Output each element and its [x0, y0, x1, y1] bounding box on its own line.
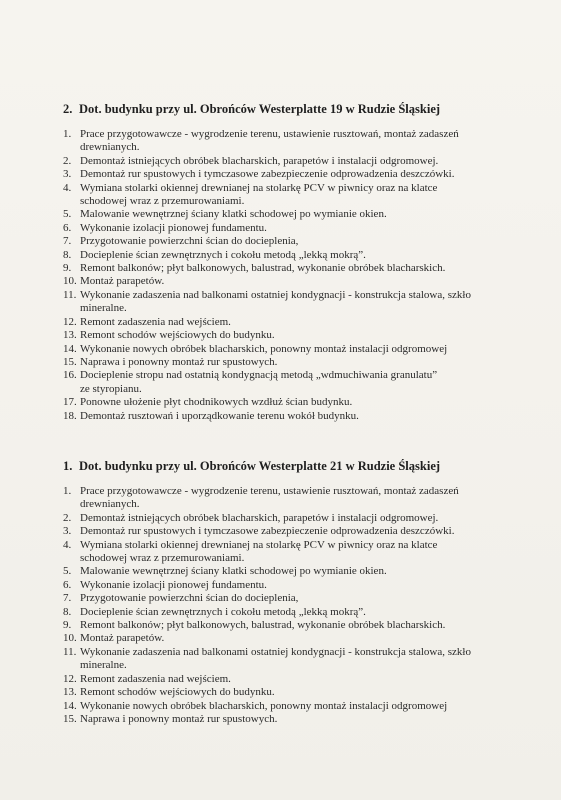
list-item-text: Remont schodów wejściowych do budynku. — [80, 329, 275, 342]
list-item-number: 1. — [63, 485, 72, 497]
list-item-number: 11. — [63, 288, 77, 301]
list-item — [63, 646, 533, 673]
list-item-number: 6. — [63, 578, 72, 591]
list-item-number: 2. — [63, 511, 72, 524]
list-item-text: Wykonanie izolacji pionowej fundamentu. — [80, 221, 267, 234]
list-item — [63, 329, 533, 342]
list-item — [63, 619, 533, 632]
list-item-number: 4. — [63, 181, 72, 194]
list-item-number: 17. — [63, 396, 77, 409]
list-item-number: 14. — [63, 699, 77, 712]
list-item-text: Montaż parapetów. — [80, 275, 165, 288]
list-item — [63, 673, 533, 686]
list-item-text: Malowanie wewnętrznej ściany klatki schodowej po wymianie okien. — [80, 208, 387, 221]
work-items-list — [63, 485, 533, 726]
list-item — [63, 700, 533, 713]
list-item — [63, 208, 533, 221]
list-item-number: 7. — [63, 592, 72, 605]
list-item-number: 10. — [63, 632, 77, 645]
list-item-text: Montaż parapetów. — [80, 632, 165, 645]
list-item-text: Remont balkonów; płyt balkonowych, balustrad, wykonanie obróbek blacharskich. — [80, 262, 446, 275]
section-heading — [63, 100, 440, 118]
list-item — [63, 356, 533, 369]
list-item — [63, 316, 533, 329]
list-item-number: 8. — [63, 605, 72, 618]
list-item-continuation: schodowej wraz z przemurowaniami. — [80, 195, 245, 208]
list-item — [63, 182, 533, 209]
list-item-text: Wymiana stolarki okiennej drewnianej na stolarkę PCV w piwnicy oraz na klatce — [80, 181, 438, 194]
list-item-text: Demontaż rur spustowych i tymczasowe zabezpieczenie odprowadzenia deszczówki. — [80, 168, 455, 181]
list-item-number: 7. — [63, 235, 72, 248]
list-item-continuation: mineralne. — [80, 659, 127, 672]
list-item-text: Docieplenie stropu nad ostatnią kondygnacją metodą „wdmuchiwania granulatu” — [80, 369, 438, 382]
section-heading-text: Dot. budynku przy ul. Obrońców Westerplatte 21 w Rudzie Śląskiej — [79, 459, 441, 473]
list-item-number: 1. — [63, 128, 72, 140]
section-heading-number: 2. — [63, 102, 73, 116]
list-item-text: Prace przygotowawcze - wygrodzenie terenu, ustawienie rusztowań, montaż zadaszeń — [80, 128, 459, 140]
list-item-number: 3. — [63, 168, 72, 181]
list-item-text: Demontaż istniejących obróbek blacharskich, parapetów i instalacji odgromowej. — [80, 511, 439, 524]
list-item — [63, 235, 533, 248]
list-item — [63, 343, 533, 356]
list-item-number: 3. — [63, 525, 72, 538]
list-item — [63, 289, 533, 316]
list-item — [63, 168, 533, 181]
list-item-number: 4. — [63, 538, 72, 551]
list-item — [63, 512, 533, 525]
list-item — [63, 262, 533, 275]
list-item-number: 9. — [63, 262, 72, 275]
list-item-text: Remont balkonów; płyt balkonowych, balustrad, wykonanie obróbek blacharskich. — [80, 619, 446, 632]
list-item-continuation: mineralne. — [80, 302, 127, 315]
list-item-number: 12. — [63, 315, 77, 328]
list-item — [63, 579, 533, 592]
list-item — [63, 410, 533, 423]
list-item — [63, 539, 533, 566]
list-item-text: Ponowne ułożenie płyt chodnikowych wzdłuż ścian budynku. — [80, 396, 353, 409]
list-item-number: 15. — [63, 712, 77, 725]
section-heading-number: 1. — [63, 459, 73, 473]
section-heading — [63, 457, 440, 475]
list-item — [63, 606, 533, 619]
list-item-text: Wykonanie izolacji pionowej fundamentu. — [80, 578, 267, 591]
work-items-list — [63, 128, 533, 423]
list-item — [63, 396, 533, 409]
list-item — [63, 222, 533, 235]
list-item — [63, 155, 533, 168]
list-item-continuation: schodowej wraz z przemurowaniami. — [80, 552, 245, 565]
list-item-number: 9. — [63, 619, 72, 632]
section-heading-text: Dot. budynku przy ul. Obrońców Westerplatte 19 w Rudzie Śląskiej — [79, 102, 441, 116]
list-item-continuation: drewnianych. — [80, 498, 140, 511]
list-item-text: Przygotowanie powierzchni ścian do docieplenia, — [80, 592, 299, 605]
list-item — [63, 713, 533, 726]
list-item — [63, 369, 533, 396]
list-item-text: Remont zadaszenia nad wejściem. — [80, 672, 231, 685]
list-item-number: 13. — [63, 686, 77, 699]
list-item-text: Wykonanie nowych obróbek blacharskich, ponowny montaż instalacji odgromowej — [80, 699, 448, 712]
list-item-number: 5. — [63, 208, 72, 221]
list-item-text: Remont zadaszenia nad wejściem. — [80, 315, 231, 328]
list-item-number: 2. — [63, 154, 72, 167]
list-item — [63, 275, 533, 288]
list-item-text: Przygotowanie powierzchni ścian do docieplenia, — [80, 235, 299, 248]
list-item-text: Naprawa i ponowny montaż rur spustowych. — [80, 712, 278, 725]
list-item-text: Prace przygotowawcze - wygrodzenie terenu, ustawienie rusztowań, montaż zadaszeń — [80, 485, 459, 497]
list-item-text: Remont schodów wejściowych do budynku. — [80, 686, 275, 699]
list-item-number: 8. — [63, 248, 72, 261]
list-item-text: Docieplenie ścian zewnętrznych i cokołu metodą „lekką mokrą”. — [80, 248, 366, 261]
list-item-text: Wymiana stolarki okiennej drewnianej na stolarkę PCV w piwnicy oraz na klatce — [80, 538, 438, 551]
list-item — [63, 249, 533, 262]
list-item-text: Malowanie wewnętrznej ściany klatki schodowej po wymianie okien. — [80, 565, 387, 578]
list-item-number: 13. — [63, 329, 77, 342]
list-item — [63, 525, 533, 538]
list-item — [63, 632, 533, 645]
list-item-number: 12. — [63, 672, 77, 685]
list-item-number: 18. — [63, 409, 77, 422]
list-item-continuation: drewnianych. — [80, 141, 140, 154]
list-item — [63, 592, 533, 605]
list-item — [63, 485, 533, 512]
list-item-number: 6. — [63, 221, 72, 234]
list-item-text: Demontaż istniejących obróbek blacharskich, parapetów i instalacji odgromowej. — [80, 154, 439, 167]
list-item-continuation: ze styropianu. — [80, 382, 142, 395]
list-item-number: 10. — [63, 275, 77, 288]
list-item-text: Wykonanie zadaszenia nad balkonami ostatniej kondygnacji - konstrukcja stalowa, szkło — [80, 288, 471, 301]
list-item-number: 14. — [63, 342, 77, 355]
list-item-number: 5. — [63, 565, 72, 578]
list-item-text: Naprawa i ponowny montaż rur spustowych. — [80, 355, 278, 368]
list-item-number: 15. — [63, 355, 77, 368]
list-item-number: 11. — [63, 645, 77, 658]
list-item-text: Demontaż rusztowań i uporządkowanie terenu wokół budynku. — [80, 409, 359, 422]
list-item-text: Docieplenie ścian zewnętrznych i cokołu metodą „lekką mokrą”. — [80, 605, 366, 618]
list-item — [63, 565, 533, 578]
list-item-text: Demontaż rur spustowych i tymczasowe zabezpieczenie odprowadzenia deszczówki. — [80, 525, 455, 538]
list-item-text: Wykonanie nowych obróbek blacharskich, ponowny montaż instalacji odgromowej — [80, 342, 448, 355]
list-item-text: Wykonanie zadaszenia nad balkonami ostatniej kondygnacji - konstrukcja stalowa, szkło — [80, 645, 471, 658]
list-item — [63, 128, 533, 155]
list-item — [63, 686, 533, 699]
list-item-number: 16. — [63, 369, 77, 382]
